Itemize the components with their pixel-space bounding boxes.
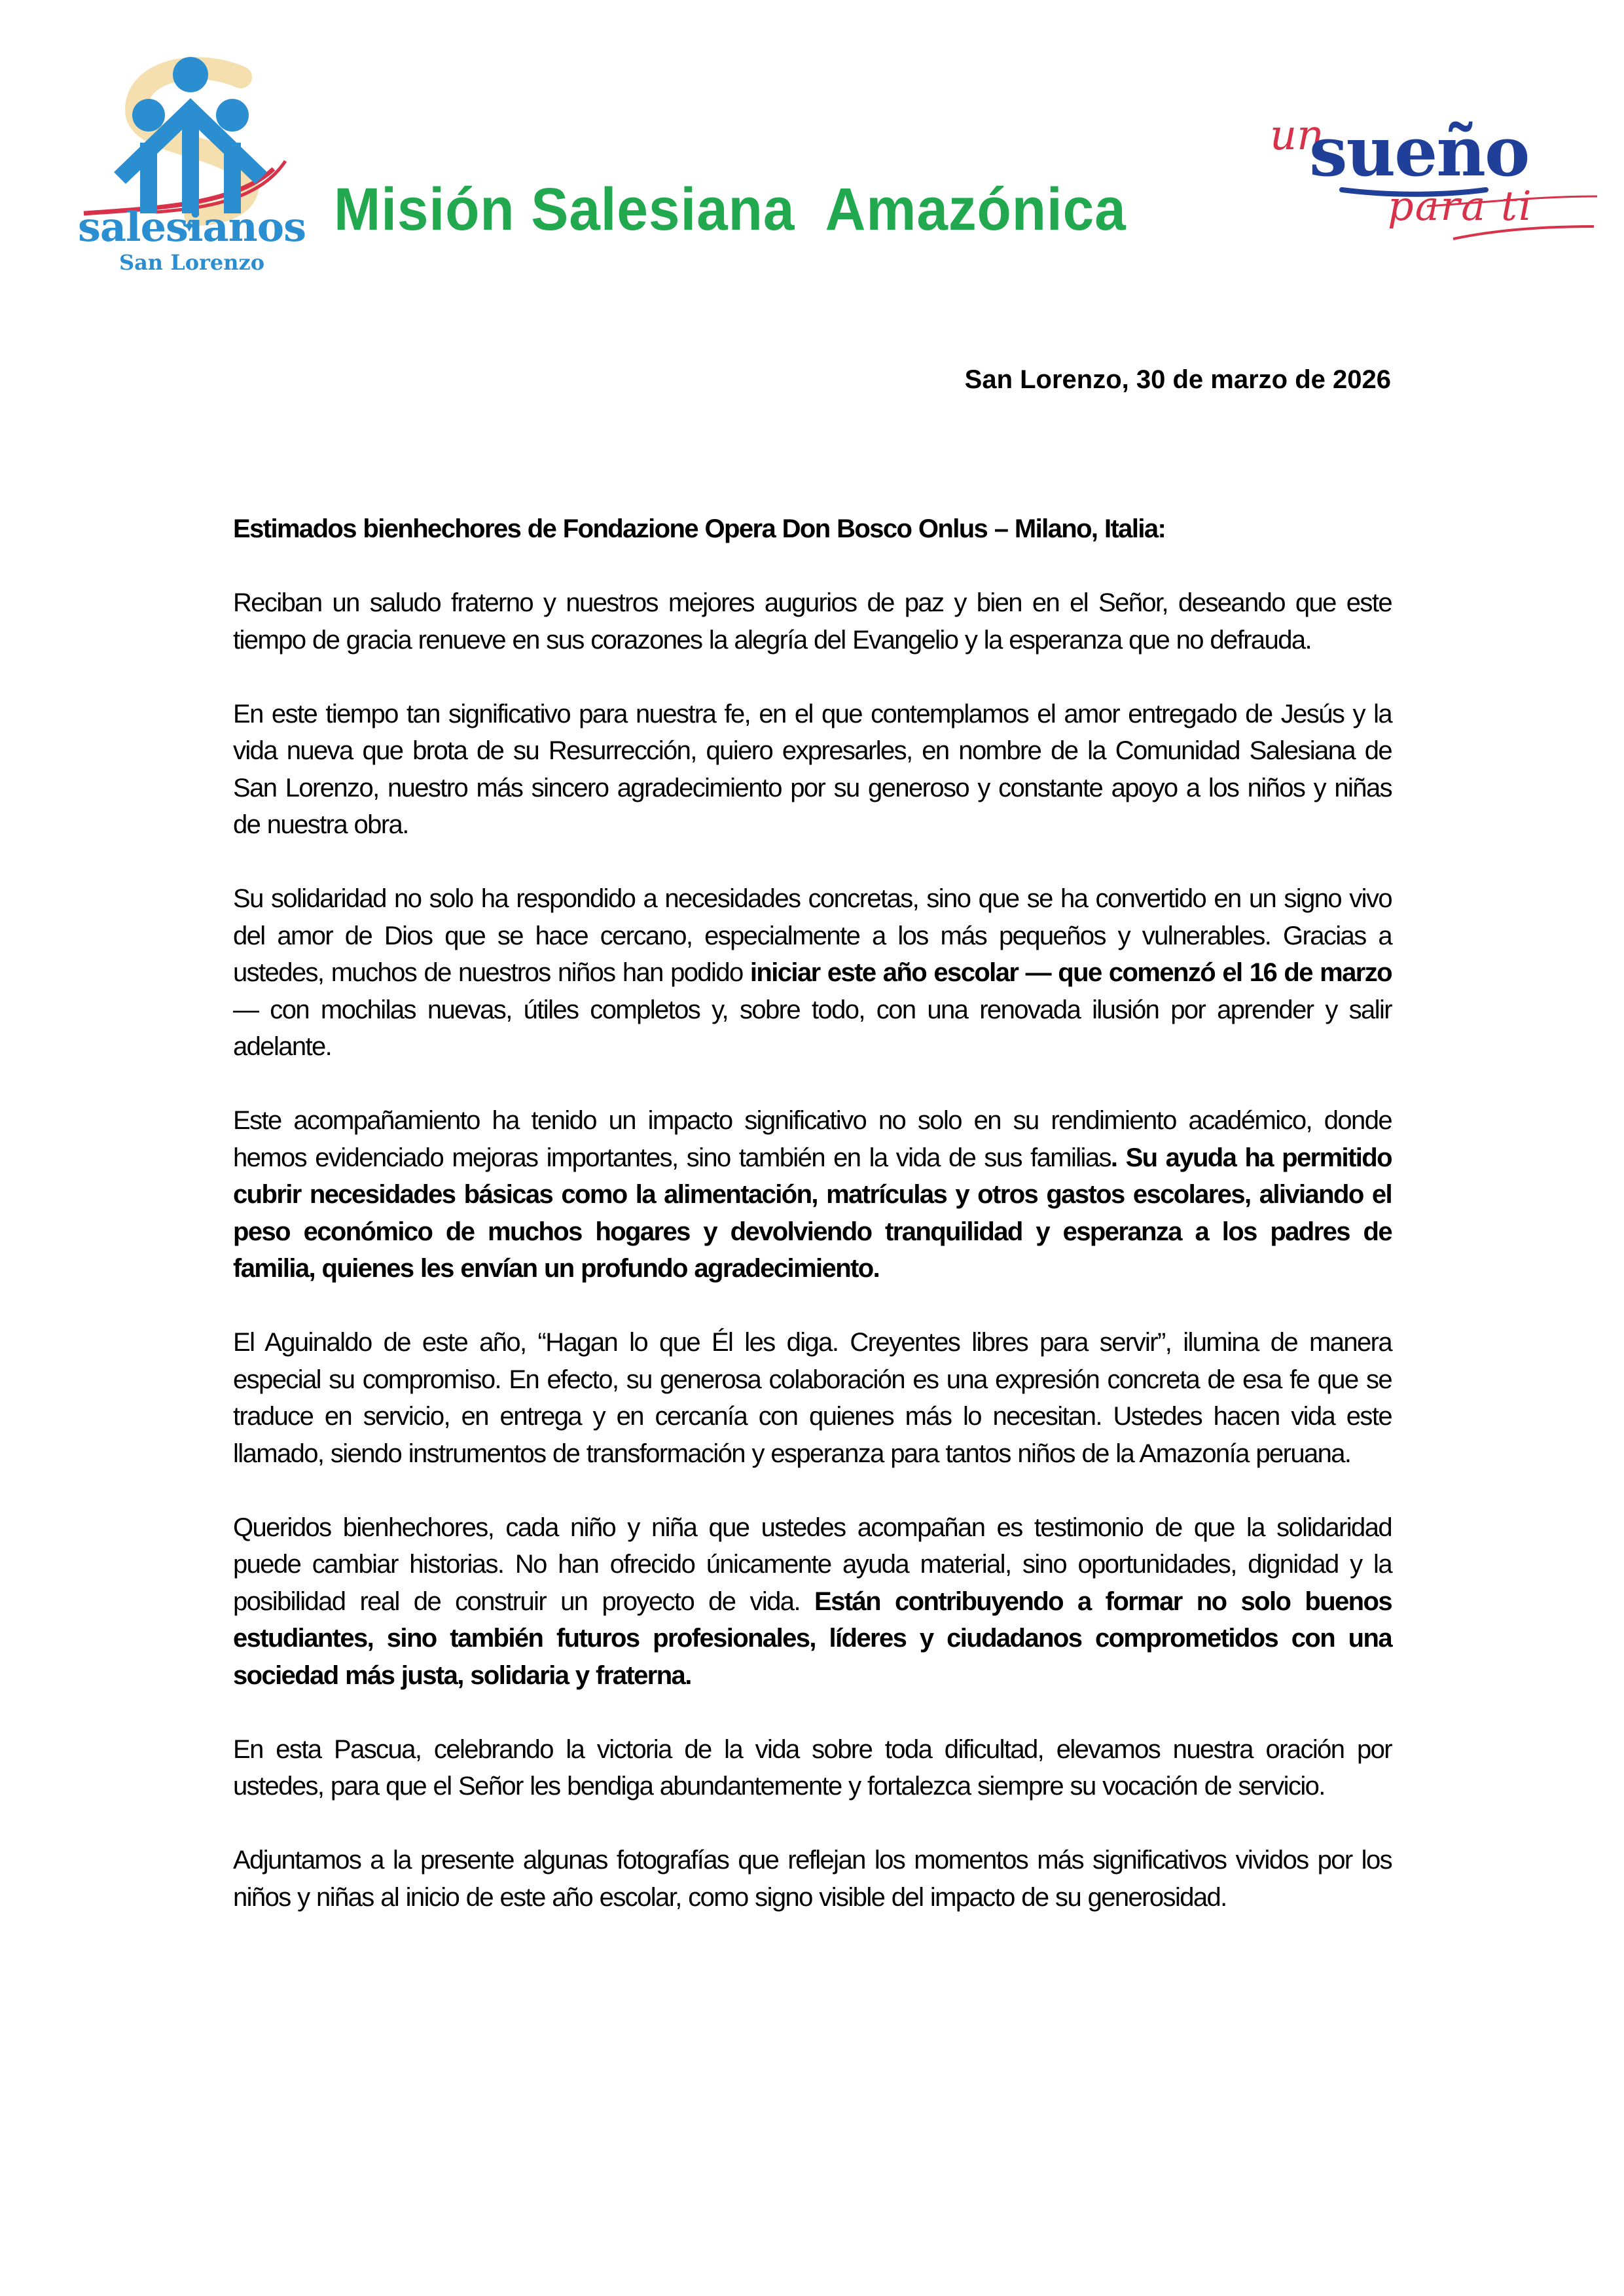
paragraph-text: Reciban un saludo fraterno y nuestros mejores augurios de paz y bien en el Señor, deseando que este tiempo de gracia renueve en sus corazones la alegría del Evangelio y la esperanza que no defrauda. [233,588,1392,655]
letter-salutation: Estimados bienhechores de Fondazione Opera Don Bosco Onlus – Milano, Italia: [233,514,1166,543]
paragraph-text: Este acompañamiento ha tenido un impacto significativo no solo en su rendimiento académico, donde hemos evidenciado mejoras importantes, sino también en la vida de sus familias [233,1106,1392,1172]
paragraph-impact [233,1102,1392,1287]
un-sueno-para-ti-logo [1263,98,1604,249]
letter-date: San Lorenzo, 30 de marzo de 2026 [964,365,1391,394]
salesianos-logo [77,51,306,274]
paragraph-text: — con mochilas nuevas, útiles completos y, sobre todo, con una renovada ilusión por aprender y salir adelante. [233,995,1392,1061]
paragraph-bold-text: . Su ayuda ha permitido cubrir necesidades básicas como la alimentación, matrículas y otros gastos escolares, aliviando el peso económico de muchos hogares y devolviendo tranquilidad y esperanza a los padres de familia, quienes les envían un profundo agradecimiento. [233,1143,1392,1283]
paragraph-solidarity [233,880,1392,1066]
paragraph-photos [233,1842,1392,1916]
paragraph-easter-prayer [233,1731,1392,1805]
letter-body [233,511,1392,1953]
logo-main-sueno: sueño [1309,111,1529,192]
mission-title: Misión Salesiana Amazónica [334,176,1127,243]
salesianos-brand-subtitle: San Lorenzo [118,250,265,275]
paragraph-text: En este tiempo tan significativo para nuestra fe, en el que contemplamos el amor entregado de Jesús y la vida nueva que brota de su Resurrección, quiero expresarles, en nombre de la Comunidad Salesiana de San Lorenzo, nuestro más sincero agradecimiento por su generoso y constante apoyo a los niños y niñas de nuestra obra. [233,699,1392,839]
paragraph-aguinaldo [233,1324,1392,1472]
paragraph-testimony [233,1509,1392,1695]
paragraph-bold-text: iniciar este año escolar — que comenzó el 16 de marzo [749,958,1392,987]
paragraph-text: El Aguinaldo de este año, “Hagan lo que Él les diga. Creyentes libres para servir”, ilumina de manera especial su compromiso. En efecto, su generosa colaboración es una expresión concreta de esa fe que se traduce en servicio, en entrega y en cercanía con quienes más lo necesitan. Ustedes hacen vida este llamado, siendo instrumentos de transformación y esperanza para tantos niños de la Amazonía peruana. [233,1328,1392,1468]
paragraph-text: Su solidaridad no solo ha respondido a necesidades concretas, sino que se ha convertido en un signo vivo del amor de Dios que se hace cercano, especialmente a los más pequeños y vulnerables. Gracias a ustedes, muchos de nuestros niños han podido [233,884,1392,987]
paragraph-text: Adjuntamos a la presente algunas fotografías que reflejan los momentos más significativos vividos por los niños y niñas al inicio de este año escolar, como signo visible del impacto de su generosidad. [233,1846,1392,1912]
paragraph-greeting [233,584,1392,658]
paragraph-bold-text: Están contribuyendo a formar no solo buenos estudiantes, sino también futuros profesionales, líderes y ciudadanos comprometidos con una sociedad más justa, solidaria y fraterna. [233,1587,1392,1690]
salesianos-brand-name: salesianos [77,203,306,251]
paragraph-text: En esta Pascua, celebrando la victoria de la vida sobre toda dificultad, elevamos nuestra oración por ustedes, para que el Señor les bendiga abundantemente y fortalezca siempre su vocación de servicio. [233,1734,1392,1801]
logo-suffix-para-ti: para ti [1388,182,1533,230]
paragraph-text: Queridos bienhechores, cada niño y niña que ustedes acompañan es testimonio de que la solidaridad puede cambiar historias. No han ofrecido únicamente ayuda material, sino oportunidades, dignidad y la posibilidad real de construir un proyecto de vida. [233,1513,1392,1616]
paragraph-gratitude [233,696,1392,844]
logo-prefix-un: un [1270,111,1324,160]
